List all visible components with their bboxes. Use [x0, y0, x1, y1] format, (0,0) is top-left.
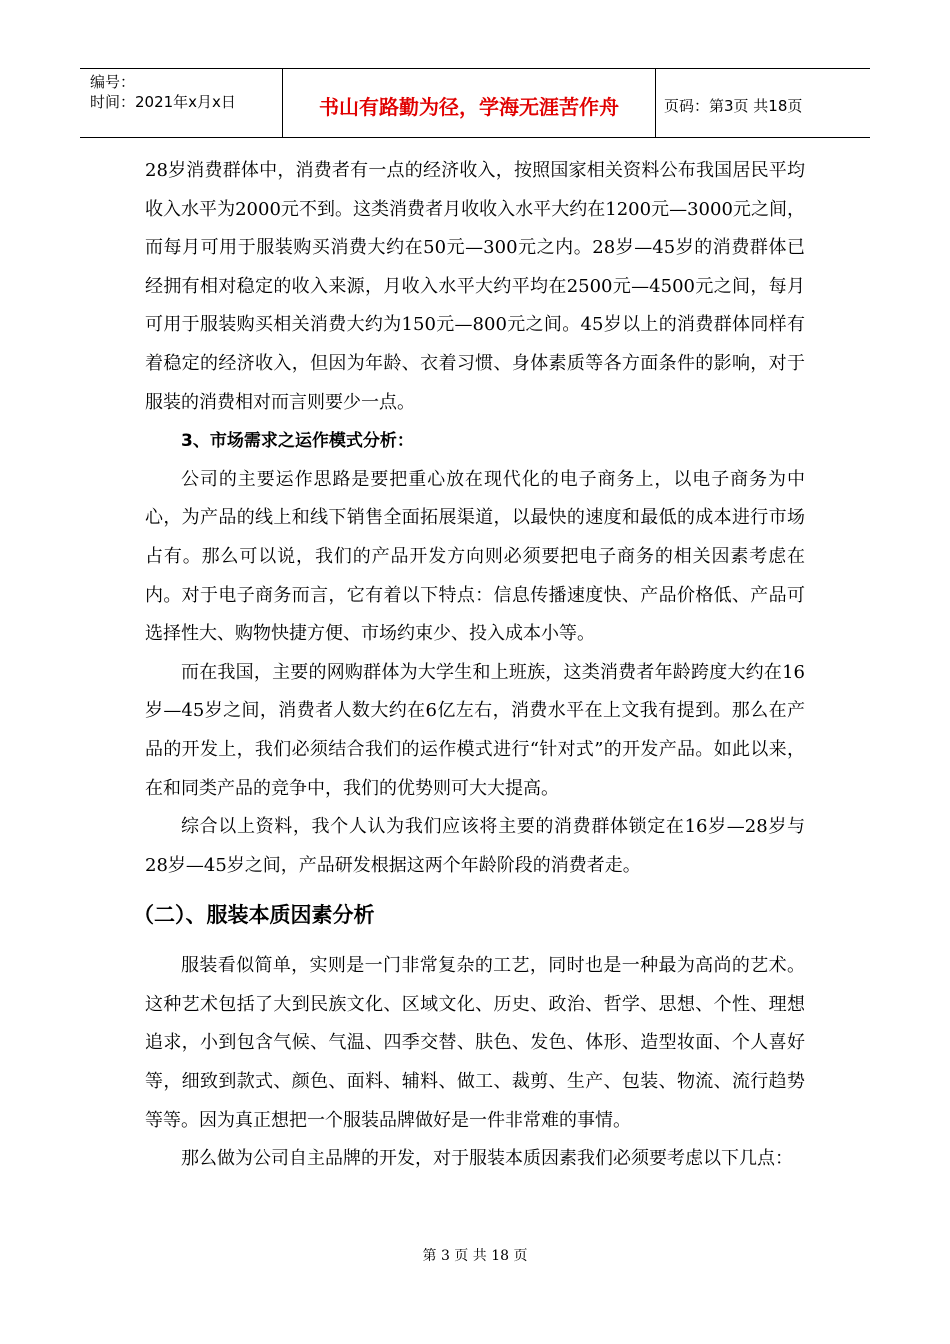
date-label: 时间：2021年x月x日 — [90, 93, 236, 111]
paragraph: 服装看似简单，实则是一门非常复杂的工艺，同时也是一种最为高尚的艺术。这种艺术包括了大到民族文化、区域文化、历史、政治、哲学、思想、个性、理想追求，小到包含气候、气温、四季交替、肤色、发色、体形、造型妆面、个人喜好等，细致到款式、颜色、面料、辅料、做工、裁剪、生产、包装、物流、流行趋势等等。因为真正想把一个服装品牌做好是一件非常难的事情。 — [145, 955, 805, 1131]
paragraph: 公司的主要运作思路是要把重心放在现代化的电子商务上，以电子商务为中心，为产品的线上和线下销售全面拓展渠道，以最快的速度和最低的成本进行市场占有。那么可以说，我们的产品开发方向则必须要把电子商务的相关因素考虑在内。对于电子商务而言，它有着以下特点：信息传播速度快、产品价格低、产品可选择性大、购物快捷方便、市场约束少、投入成本小等。 — [145, 468, 805, 645]
section-title: （二）、服装本质因素分析 — [133, 903, 375, 928]
code-label: 编号： — [90, 73, 136, 91]
subheading-text: 3、市场需求之运作模式分析： — [181, 431, 414, 452]
header-motto: 书山有路勤为径，学海无涯苦作舟 — [283, 69, 656, 137]
paragraph: 28岁消费群体中，消费者有一点的经济收入，按照国家相关资料公布我国居民平均收入水平为2000元不到。这类消费者月收收入水平大约在1200元—3000元之间，而每月可用于服装购买消费大约在50元—300元之内。28岁—45岁的消费群体已经拥有相对稳定的收入来源，月收入水平大约平均在2500元—4500元之间，每月可用于服装购买相关消费大约为150元—800元之间。45岁以上的消费群体同样有着稳定的经济收入，但因为年龄、衣着习惯、身体素质等各方面条件的影响，对于服装的消费相对而言则要少一点。 — [145, 160, 805, 413]
paragraph: 综合以上资料，我个人认为我们应该将主要的消费群体锁定在16岁—28岁与28岁—45岁之间，产品研发根据这两个年龄阶段的消费者走。 — [145, 816, 805, 876]
subheading — [145, 422, 805, 461]
document-header — [80, 68, 870, 138]
paragraph: 那么做为公司自主品牌的开发，对于服装本质因素我们必须要考虑以下几点： — [181, 1148, 793, 1170]
header-page-number: 页码：第3页 共18页 — [664, 96, 803, 115]
paragraph: 而在我国，主要的网购群体为大学生和上班族，这类消费者年龄跨度大约在16岁—45岁之间，消费者人数大约在6亿左右，消费水平在上文我有提到。那么在产品的开发上，我们必须结合我们的运作模式进行“针对式”的开发产品。如此以来，在和同类产品的竞争中，我们的优势则可大大提高。 — [145, 661, 805, 799]
page-footer: 第 3 页 共 18 页 — [422, 1248, 528, 1264]
document-body — [133, 152, 805, 1179]
header-meta — [80, 69, 283, 137]
